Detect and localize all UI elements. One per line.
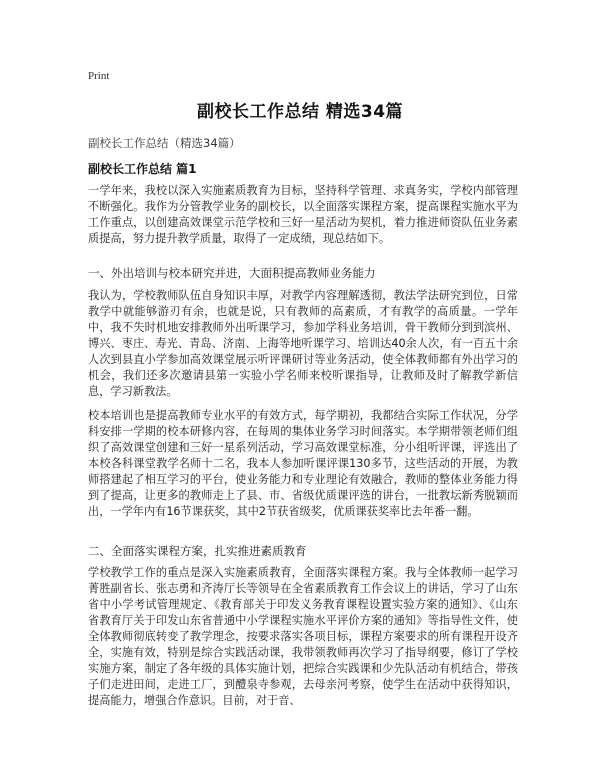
article-heading: 副校长工作总结 篇1 [88,162,197,176]
document-subtitle: 副校长工作总结（精选34篇） [88,136,241,150]
paragraph-training: 我认为，学校教师队伍自身知识丰厚，对教学内容理解透彻，教法学法研究到位，日常教学中就能够游刃有余，也就是说，只有教师的高素质，才有教学的高质量。一学年中，我不失时机地安排教师外出听课学习，参加学科业务培训，骨干教师分到到滨州、博兴、枣庄、寿光、青岛、济南、上海等地听课学习、培训达40余人次，有一百五十余人次到县直小学参加高效课堂展示听评课研讨等业务活动，使全体教师都有外出学习的机会，我们还多次邀请县第一实验小学名师来校听课指导，让教师及时了解教学新信息，学习新教法。 [88,289,518,398]
paragraph-school-training: 校本培训也是提高教师专业水平的有效方式，每学期初，我都结合实际工作状况，分学科安排一学期的校本研修内容，在每周的集体业务学习时间落实。本学期带领老师们组织了高效课堂创建和三好一星系列活动，学习高效课堂标准，分小组听评课，评选出了本校各科课堂教学名师十二名，我本人参加听课评课130多节，这些活动的开展，为教师搭建起了相互学习的平台，使业务能力和专业理论有效融合，教师的整体业务能力得到了提高，让更多的教师走上了县、市、省级优质课评选的讲台，一批教坛新秀脱颖而出，一学年内有16节课获奖，其中2节获省级奖，优质课获奖率比去年番一翻。 [88,409,518,518]
section-heading-1: 一、外出培训与校本研究并进，大面积提高教师业务能力 [88,266,376,280]
print-label[interactable]: Print [88,70,110,82]
paragraph-curriculum: 学校教学工作的重点是深入实施素质教育，全面落实课程方案。我与全体教师一起学习菁胜副省长、张志勇和齐涛厅长等领导在全省素质教育工作会议上的讲话，学习了山东省中小学考试管理规定、《教育部关于印发义务教育课程设置实验方案的通知》、《山东省教育厅关于印发山东省普通中小学课程实施水平评价方案的通知》等指导性文件，使全体教师彻底转变了教学理念，按要求落实各项目标，课程方案要求的所有课程开设齐全，实施有效，特别是综合实践活动课，我带领教师再次学习了指导纲要，修订了学校实施方案，制定了各年级的具体实施计划，把综合实践课和少先队活动有机结合，带孩子们走进田间，走进工厂，到醴泉寺参观，去母亲河考察，使学生在活动中获得知识，提高能力，增强合作意识。目前，对于音、 [88,566,518,707]
section-heading-2: 二、全面落实课程方案，扎实推进素质教育 [88,544,307,558]
paragraph-intro: 一学年来，我校以深入实施素质教育为目标，坚持科学管理、求真务实，学校内部管理不断强化。我作为分管教学业务的副校长，以全面落实课程方案，提高课程实施水平为工作重点，以创建高效课堂示范学校和三好一星活动为契机，着力推进师资队伍业务素质提高，努力提升教学质量，取得了一定成绩，现总结如下。 [88,184,518,245]
page-title: 副校长工作总结 精选34篇 [196,102,404,122]
